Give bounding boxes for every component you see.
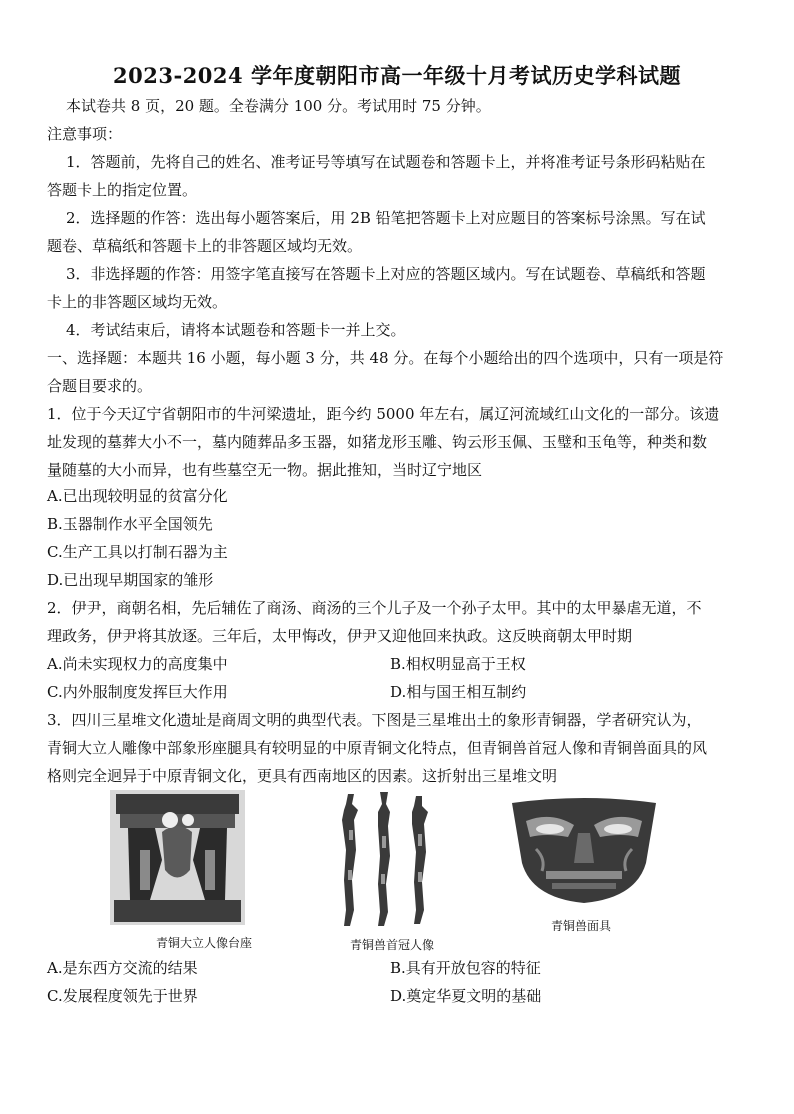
q2-option-a: A.尚未实现权力的高度集中: [47, 655, 228, 673]
notice-header: 注意事项：: [47, 125, 123, 143]
notice-1-line-1: 1．答题前，先将自己的姓名、准考证号等填写在试题卷和答题卡上，并将准考证号条形码粘贴在: [66, 153, 706, 171]
q2-stem-line-2: 理政务，伊尹将其放逐。三年后，太甲悔改，伊尹又迎他回来执政。这反映商朝太甲时期: [47, 627, 633, 645]
notice-3-line-1: 3．非选择题的作答：用签字笔直接写在答题卡上对应的答题区域内。写在试题卷、草稿纸和答题: [66, 265, 706, 283]
caption-mask: 青铜兽面具: [551, 919, 612, 933]
q1-option-a: A.已出现较明显的贫富分化: [47, 487, 228, 505]
q2-stem-line-1: 2．伊尹，商朝名相，先后辅佐了商汤、商汤的三个儿子及一个孙子太甲。其中的太甲暴虐无道，不: [47, 599, 702, 617]
notice-4-line-1: 4．考试结束后，请将本试题卷和答题卡一并上交。: [66, 321, 406, 339]
q3-stem-line-1: 3．四川三星堆文化遗址是商周文明的典型代表。下图是三星堆出土的象形青铜器，学者研究认为，: [47, 711, 702, 729]
notice-3-line-2: 卡上的非答题区域均无效。: [47, 293, 228, 311]
notice-2-line-1: 2．选择题的作答：选出每小题答案后，用 2B 铅笔把答题卡上对应题目的答案标号涂黑。写在试: [66, 209, 706, 227]
q1-stem-line-1: 1．位于今天辽宁省朝阳市的牛河梁遗址，距今约 5000 年左右，属辽河流域红山文化的一部分。该遗: [47, 405, 720, 423]
q1-stem-line-2: 址发现的墓葬大小不一，墓内随葬品多玉器，如猪龙形玉雕、钩云形玉佩、玉璧和玉龟等，种类和数: [47, 433, 708, 451]
q2-option-d: D.相与国王相互制约: [390, 683, 527, 701]
caption-pedestal: 青铜大立人像台座: [156, 936, 253, 950]
q3-stem-line-2: 青铜大立人雕像中部象形座腿具有较明显的中原青铜文化特点，但青铜兽首冠人像和青铜兽面具的风: [47, 739, 708, 757]
q1-option-b: B.玉器制作水平全国领先: [47, 515, 213, 533]
q1-option-c: C.生产工具以打制石器为主: [47, 543, 228, 561]
q3-option-d: D.奠定华夏文明的基础: [390, 987, 542, 1005]
q3-option-c: C.发展程度领先于世界: [47, 987, 198, 1005]
exam-title: 2023-2024 学年度朝阳市高一年级十月考试历史学科试题: [113, 63, 681, 88]
bronze-figures-image: [330, 790, 442, 930]
notice-1-line-2: 答题卡上的指定位置。: [47, 181, 198, 199]
q2-option-c: C.内外服制度发挥巨大作用: [47, 683, 228, 701]
q1-option-d: D.已出现早期国家的雏形: [47, 571, 214, 589]
intro-line: 本试卷共 8 页，20 题。全卷满分 100 分。考试用时 75 分钟。: [66, 97, 491, 115]
notice-2-line-2: 题卷、草稿纸和答题卡上的非答题区域均无效。: [47, 237, 363, 255]
q3-option-a: A.是东西方交流的结果: [47, 959, 198, 977]
bronze-pedestal-image: [110, 790, 245, 925]
q3-stem-line-3: 格则完全迥异于中原青铜文化，更具有西南地区的因素。这折射出三星堆文明: [47, 767, 558, 785]
caption-figures: 青铜兽首冠人像: [350, 938, 435, 952]
q1-stem-line-3: 量随墓的大小而异，也有些墓空无一物。据此推知，当时辽宁地区: [47, 461, 483, 479]
q3-option-b: B.具有开放包容的特征: [390, 959, 541, 977]
section-line-1: 一、选择题：本题共 16 小题，每小题 3 分，共 48 分。在每个小题给出的四个选项中，只有一项是符: [47, 349, 724, 367]
bronze-mask-image: [506, 793, 662, 905]
q2-option-b: B.相权明显高于王权: [390, 655, 526, 673]
section-line-2: 合题目要求的。: [47, 377, 153, 395]
